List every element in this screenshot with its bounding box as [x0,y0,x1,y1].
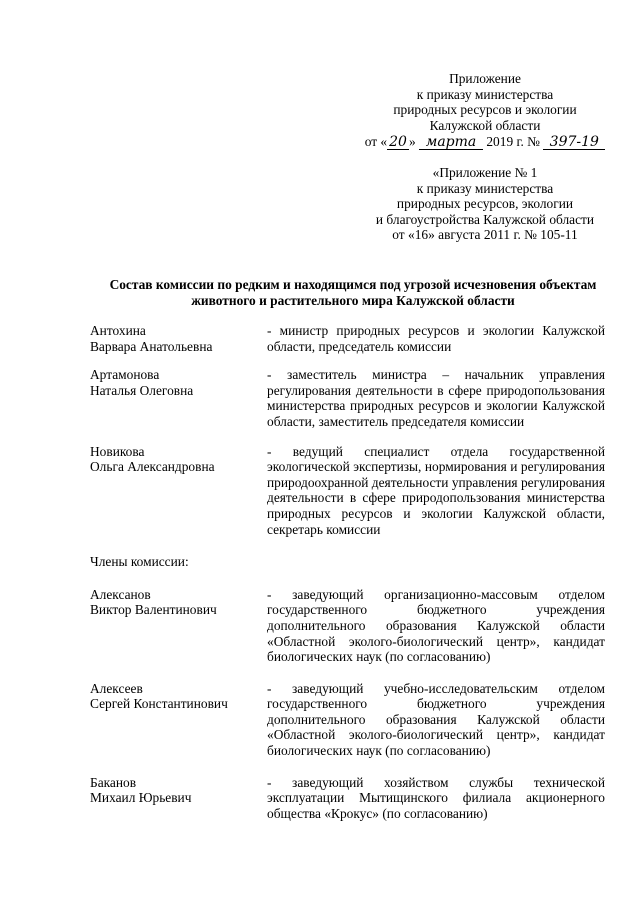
list-item [90,587,605,665]
handwritten-number: 397-19 [543,136,605,150]
member-surname: Алексеев [90,680,143,696]
prior-appendix-line: и благоустройства Калужской области [375,211,595,227]
member-role: - ведущий специалист отдела государственной экологической экспертизы, нормирования и регулирования природоохранной деятельности управления регулирования деятельности в сфере природопользования министерства природных ресурсов и экологии Калужской области, секретарь комиссии [267,443,605,537]
document-title-line: животного и растительного мира Калужской области [191,292,515,308]
member-name [90,444,267,538]
prior-appendix-title: «Приложение № 1 [432,165,538,180]
member-surname: Новикова [90,443,145,459]
list-item [90,775,605,822]
list-item [90,444,605,538]
member-surname: Алексанов [90,586,151,602]
date-year: 2019 г. № [486,134,540,150]
list-item [90,323,605,354]
date-prefix: от « [364,134,388,150]
document-title-line: Состав комиссии по редким и находящимся под угрозой исчезновения объектам [109,277,597,292]
appendix-line: к приказу министерства [416,86,554,102]
appendix-header [330,71,640,150]
appendix-line: Калужской области [429,117,541,133]
member-surname: Артамонова [90,367,160,383]
member-surname: Баканов [90,774,137,790]
members-label: Члены комиссии: [90,554,189,570]
member-name [90,775,267,822]
member-surname: Антохина [90,323,146,338]
list-item [90,367,605,429]
commission-list [90,323,605,821]
member-role: - министр природных ресурсов и экологии Калужской области, председатель комиссии [267,323,605,354]
member-given-name: Сергей Константинович [90,696,228,712]
member-name [90,323,267,354]
member-given-name: Виктор Валентинович [90,602,217,618]
prior-appendix-line: природных ресурсов, экологии [396,196,574,212]
member-role: - заведующий организационно-массовым отделом государственного бюджетного учреждения дополнительного образования Калужской области «Областной эколого-биологический центр», кандидат биологических наук (по согласованию) [267,586,605,665]
member-name [90,367,267,429]
member-given-name: Наталья Олеговна [90,382,194,398]
member-given-name: Михаил Юрьевич [90,790,192,806]
document-title [98,277,608,308]
handwritten-month: марта [419,136,483,150]
list-item [90,681,605,759]
member-name [90,587,267,665]
appendix-line: природных ресурсов и экологии [393,102,577,118]
member-given-name: Варвара Анатольевна [90,338,213,354]
member-role: - заместитель министра – начальник управления регулирования деятельности в сфере природопользования министерства природных ресурсов и экологии Калужской области, заместитель председателя комиссии [267,367,605,429]
member-given-name: Ольга Александровна [90,459,215,475]
appendix-title: Приложение [449,71,521,86]
member-role: - заведующий учебно-исследовательским отделом государственного бюджетного учреждения дополнительного образования Калужской области «Областной эколого-биологический центр», кандидат биологических наук (по согласованию) [267,680,605,759]
member-name [90,681,267,759]
date-mid: » [408,134,416,150]
handwritten-day: 20 [389,134,407,151]
prior-appendix [330,165,640,243]
prior-appendix-line: от «16» августа 2011 г. № 105-11 [392,227,578,243]
prior-appendix-line: к приказу министерства [416,180,554,196]
appendix-date-line [330,134,640,150]
member-role: - заведующий хозяйством службы технической эксплуатации Мытищинского филиала акционерного общества «Крокус» (по согласованию) [267,774,605,821]
